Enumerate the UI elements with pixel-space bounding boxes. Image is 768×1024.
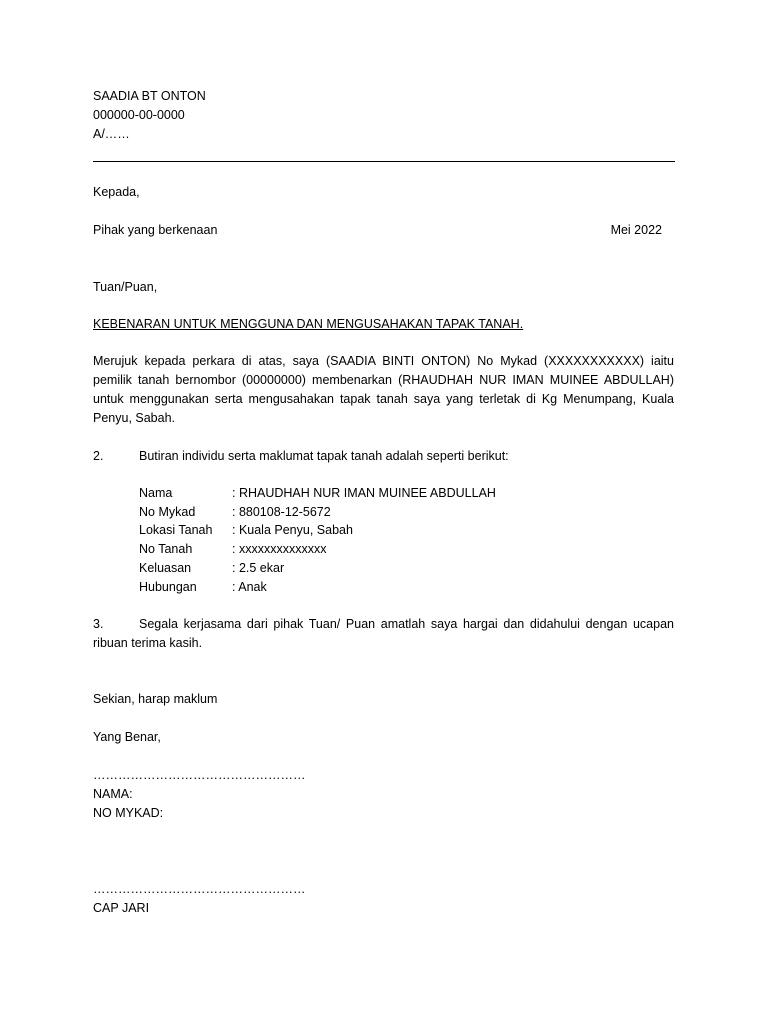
signature-line: …………………………………………… — [93, 768, 306, 782]
thumbprint-label: CAP JARI — [93, 901, 150, 915]
detail-value: : 880108-12-5672 — [232, 505, 331, 519]
detail-label: Hubungan — [139, 580, 197, 594]
recipient-to: Kepada, — [93, 185, 140, 199]
signatory-mykad-label: NO MYKAD: — [93, 806, 164, 820]
detail-value: : Anak — [232, 580, 267, 594]
detail-value: : Kuala Penyu, Sabah — [232, 523, 353, 537]
paragraph-1: Merujuk kepada perkara di atas, saya (SAADIA BINTI ONTON) No Mykad (XXXXXXXXXXX) iaitu pemilik tanah bernombor (00000000) membenarkan (RHAUDHAH NUR IMAN MUINEE ABDULLAH) untuk menggunakan serta mengusahakan tapak tanah saya yang terletak di Kg Menumpang, Kuala Penyu, Sabah. — [93, 354, 674, 425]
thumbprint-line: …………………………………………… — [93, 882, 306, 896]
paragraph-3 — [93, 615, 674, 653]
letter-subject: KEBENARAN UNTUK MENGGUNA DAN MENGUSAHAKAN TAPAK TANAH. — [93, 317, 524, 331]
detail-label: Nama — [139, 486, 173, 500]
sender-id-number: 000000-00-0000 — [93, 108, 185, 122]
paragraph-2-number: 2. — [93, 449, 104, 463]
paragraph-2-text: Butiran individu serta maklumat tapak tanah adalah seperti berikut: — [139, 449, 509, 463]
detail-value: : xxxxxxxxxxxxxx — [232, 542, 327, 556]
detail-value: : 2.5 ekar — [232, 561, 285, 575]
detail-label: Keluasan — [139, 561, 192, 575]
detail-label: No Mykad — [139, 505, 196, 519]
signatory-name-label: NAMA: — [93, 787, 133, 801]
paragraph-3-text: Segala kerjasama dari pihak Tuan/ Puan amatlah saya hargai dan didahului dengan ucapan ribuan terima kasih. — [93, 617, 674, 650]
detail-label: Lokasi Tanah — [139, 523, 213, 537]
closing-yang-benar: Yang Benar, — [93, 730, 161, 744]
sender-address: A/…… — [93, 127, 130, 141]
detail-label: No Tanah — [139, 542, 193, 556]
header-divider — [93, 161, 675, 162]
recipient-party: Pihak yang berkenaan — [93, 223, 218, 237]
sender-name: SAADIA BT ONTON — [93, 89, 206, 103]
detail-value: : RHAUDHAH NUR IMAN MUINEE ABDULLAH — [232, 486, 496, 500]
closing-sekian: Sekian, harap maklum — [93, 692, 218, 706]
greeting: Tuan/Puan, — [93, 280, 158, 294]
paragraph-3-number: 3. — [93, 617, 104, 631]
letter-date: Mei 2022 — [610, 223, 662, 237]
